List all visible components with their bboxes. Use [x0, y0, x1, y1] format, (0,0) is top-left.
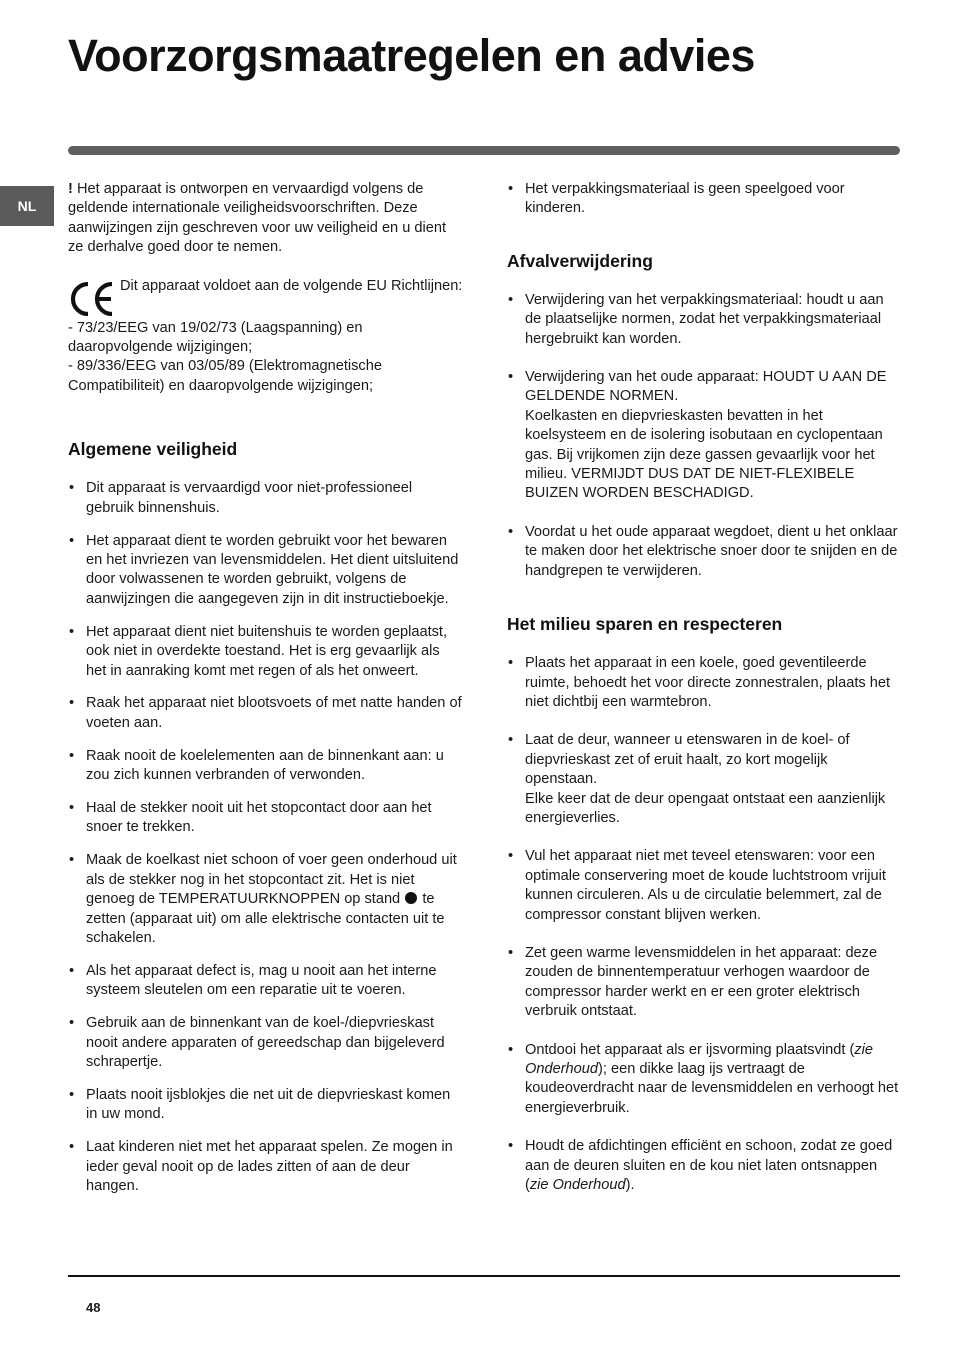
list-item: • Het apparaat dient niet buitenshuis te worden geplaatst, ook niet in overdekte toestand. Het is erg gevaarlijk als het in aanraking komt met regen of als het onweert.: [68, 623, 464, 681]
list-item: • Gebruik aan de binnenkant van de koel-/diepvrieskast nooit andere apparaten of gereedschap dan bijgeleverd schrapertje.: [68, 1014, 464, 1072]
list-item: • Het verpakkingsmateriaal is geen speelgoed voor kinderen.: [507, 180, 903, 219]
list-item: [507, 1137, 903, 1195]
list-item: • Laat kinderen niet met het apparaat spelen. Ze mogen in ieder geval nooit op de lades zitten of aan de deur hangen.: [68, 1138, 464, 1196]
list-item-note: Elke keer dat de deur opengaat ontstaat een aanzienlijk energieverlies.: [525, 790, 886, 826]
footer-rule: [68, 1275, 900, 1277]
list-item: • Haal de stekker nooit uit het stopcontact door aan het snoer te trekken.: [68, 799, 464, 838]
ce-mark-icon: [68, 279, 116, 319]
list-item: • Als het apparaat defect is, mag u nooit aan het interne systeem sleutelen om een reparatie uit te voeren.: [68, 962, 464, 1001]
packaging-list: [507, 180, 903, 219]
list-item-text: ); een dikke laag ijs vertraagt de koudeoverdracht naar de levensmiddelen en verhoogt het energieverbruik.: [525, 1061, 899, 1116]
list-item: [507, 1041, 903, 1119]
section-heading-safety: Algemene veiligheid: [68, 439, 238, 460]
list-item: [507, 731, 903, 828]
language-tab: NL: [0, 186, 54, 226]
list-item-text: te zetten (apparaat uit) om alle elektrische contacten uit te schakelen.: [86, 891, 445, 946]
section-heading-waste: Afvalverwijdering: [507, 250, 653, 271]
list-item-note: Koelkasten en diepvrieskasten bevatten in het koelsysteem en de isolering isobutaan en cyclopentaan gas. Bij vrijkomen zijn deze gassen gevaarlijk voor het milieu. VERMIJDT DUS DAT DE NIET-FLEXIBELE BUIZEN WORDEN BESCHADIGD.: [525, 407, 883, 502]
ce-directive-2: - 89/336/EEG van 03/05/89 (Elektromagnetische Compatibiliteit) en daaropvolgende wijzigingen;: [68, 358, 382, 394]
warning-mark: !: [68, 181, 73, 197]
list-item-text: • Verwijdering van het oude apparaat: HOUDT U AAN DE GELDENDE NORMEN.: [525, 369, 887, 405]
intro-paragraph: [68, 180, 464, 258]
list-item: • Zet geen warme levensmiddelen in het apparaat: deze zouden de binnentemperatuur verhogen waardoor de compressor harder werkt en er een groter elektrisch verbruik ontstaat.: [507, 944, 903, 1022]
header-rule: [68, 146, 900, 155]
safety-list: [68, 479, 464, 1196]
environment-list: [507, 654, 903, 1195]
ce-text: Dit apparaat voldoet aan de volgende EU Richtlijnen:: [120, 277, 463, 294]
right-column: [507, 180, 903, 1214]
intro-text: Het apparaat is ontworpen en vervaardigd volgens de geldende internationale veiligheidsvoorschriften. Deze aanwijzingen zijn geschreven voor uw veiligheid en u dient ze derhalve goed door te nemen.: [68, 181, 447, 256]
list-item: • Voordat u het oude apparaat wegdoet, dient u het onklaar te maken door het elektrische snoer door te snijden en de handgrepen te verwijderen.: [507, 523, 903, 581]
list-item: [507, 368, 903, 504]
list-item: • Raak het apparaat niet blootsvoets of met natte handen of voeten aan.: [68, 694, 464, 733]
list-item-text: • Laat de deur, wanneer u etenswaren in de koel- of diepvrieskast zet of eruit haalt, zo kort mogelijk openstaan.: [525, 732, 850, 788]
list-item: • Raak nooit de koelelementen aan de binnenkant aan: u zou zich kunnen verbranden of verwonden.: [68, 747, 464, 786]
list-item: • Het apparaat dient te worden gebruikt voor het bewaren en het invriezen van levensmiddelen. Het dient uitsluitend door volwassenen te worden gebruikt, volgens de aanwijzingen die aangegeven zijn in dit instructieboekje.: [68, 532, 464, 610]
ce-block: [68, 277, 464, 397]
ce-directive-1: - 73/23/EEG van 19/02/73 (Laagspanning) en daaropvolgende wijzigingen;: [68, 319, 363, 356]
list-item: • Plaats nooit ijsblokjes die net uit de diepvrieskast komen in uw mond.: [68, 1086, 464, 1125]
list-item: • Verwijdering van het verpakkingsmateriaal: houdt u aan de plaatselijke normen, zodat het verpakkingsmateriaal hergebruikt kan worden.: [507, 291, 903, 349]
list-item-text: Houdt de afdichtingen efficiënt en schoon, zodat ze goed aan de deuren sluiten en de kou niet laten ontsnappen (: [525, 1138, 893, 1194]
waste-list: [507, 291, 903, 581]
page-number: 48: [86, 1300, 101, 1315]
page-title: Voorzorgsmaatregelen en advies: [68, 30, 755, 81]
list-item-text: Ontdooi het apparaat als er ijsvorming plaatsvindt (: [525, 1041, 855, 1058]
off-position-dot-icon: [405, 892, 417, 904]
list-item-text: ).: [625, 1177, 635, 1194]
list-item-text: Maak de koelkast niet schoon of voer geen onderhoud uit als de stekker nog in het stopcontact zit. Het is niet genoeg de TEMPERATUURKNOPPEN op stand: [86, 852, 457, 908]
cross-reference: zie Onderhoud: [525, 1041, 873, 1077]
list-item: • Plaats het apparaat in een koele, goed geventileerde ruimte, behoedt het voor directe zonnestralen, plaats het niet dichtbij een warmtebron.: [507, 654, 903, 712]
cross-reference: zie Onderhoud: [529, 1177, 626, 1194]
left-column: [68, 180, 464, 1210]
list-item: • Vul het apparaat niet met teveel etenswaren: voor een optimale conservering moet de koude luchtstroom vrijuit kunnen circuleren. Als u de circulatie belemmert, zal de compressor constant blijven werken.: [507, 847, 903, 925]
list-item: • Dit apparaat is vervaardigd voor niet-professioneel gebruik binnenshuis.: [68, 479, 464, 518]
list-item: [68, 851, 464, 948]
section-heading-environment: Het milieu sparen en respecteren: [507, 614, 783, 635]
